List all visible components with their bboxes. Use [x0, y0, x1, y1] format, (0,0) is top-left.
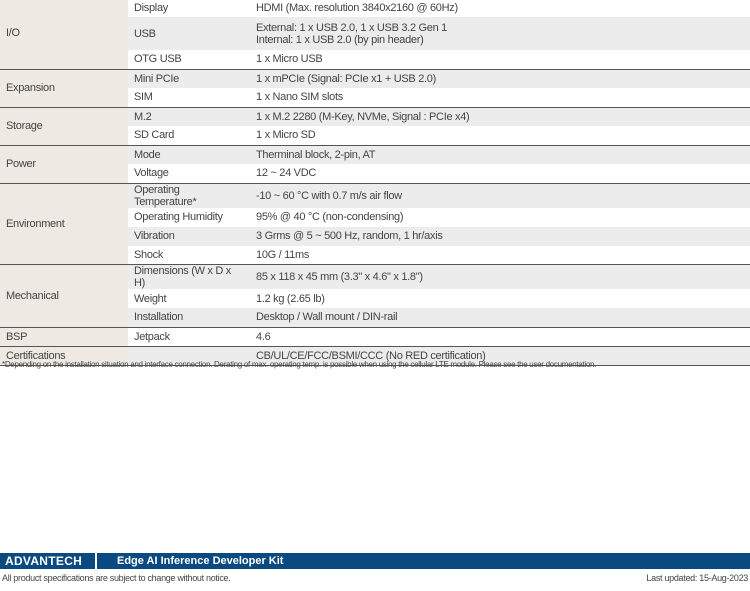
- spec-label: Dimensions (W x D x H): [128, 265, 250, 290]
- spec-value: 1.2 kg (2.65 lb): [256, 292, 325, 305]
- spec-value: -10 ~ 60 °C with 0.7 m/s air flow: [250, 183, 750, 208]
- spec-value: 4.6: [250, 327, 750, 346]
- spec-label: Mode: [128, 145, 250, 164]
- spec-value: 85 x 118 x 45 mm (3.3" x 4.6" x 1.8"): [250, 265, 750, 290]
- spec-value: 1 x Micro USB: [250, 50, 750, 69]
- spec-label: SD Card: [128, 126, 250, 145]
- table-row: [0, 183, 750, 208]
- spec-label: Shock: [128, 246, 250, 265]
- disclaimer: All product specifications are subject to change without notice.: [2, 573, 231, 583]
- spec-label: Operating Humidity: [134, 211, 223, 223]
- advantech-logo: ADVANTECH: [0, 553, 97, 569]
- spec-label: Jetpack: [128, 327, 250, 346]
- spec-label: M.2: [128, 107, 250, 126]
- spec-value: 3 Grms @ 5 ~ 500 Hz, random, 1 hr/axis: [250, 227, 750, 246]
- category-cell: Power: [0, 145, 128, 183]
- spec-value: Therminal block, 2-pin, AT: [250, 145, 750, 164]
- spec-value: 12 ~ 24 VDC: [250, 164, 750, 183]
- table-row: [0, 0, 750, 17]
- table-row: [0, 145, 750, 164]
- spec-value: 1 x mPCIe (Signal: PCIe x1 + USB 2.0): [250, 69, 750, 88]
- footnote: *Depending on the installation situation and interface connection. Derating of max. operating temp. is possible when using the cellular LTE module. Please see the user documentation.: [2, 360, 597, 369]
- product-name: Edge AI Inference Developer Kit: [117, 555, 284, 567]
- category-cell: I/O: [0, 0, 128, 69]
- category-cell: Storage: [0, 107, 128, 145]
- category-cell: BSP: [0, 327, 128, 346]
- spec-label: Operating Temperature*: [128, 183, 250, 208]
- table-row: [0, 327, 750, 346]
- spec-label: Installation: [128, 308, 250, 327]
- table-row: [0, 265, 750, 290]
- spec-value: Desktop / Wall mount / DIN-rail: [250, 308, 750, 327]
- spec-label: Mini PCIe: [128, 69, 250, 88]
- spec-value: 95% @ 40 °C (non-condensing): [256, 211, 404, 223]
- spec-label: Vibration: [128, 227, 250, 246]
- table-row: [0, 107, 750, 126]
- spec-value: External: 1 x USB 2.0, 1 x USB 3.2 Gen 1 Internal: 1 x USB 2.0 (by pin header): [250, 17, 750, 50]
- spec-label: Voltage: [128, 164, 250, 183]
- spec-value: HDMI (Max. resolution 3840x2160 @ 60Hz): [256, 1, 458, 14]
- spec-value: 1 x Micro SD: [250, 126, 750, 145]
- table-row: [0, 69, 750, 88]
- last-updated: Last updated: 15-Aug-2023: [646, 573, 748, 583]
- spec-label: OTG USB: [128, 50, 250, 69]
- category-cell: Certifications: [0, 346, 128, 365]
- footer-bar: [0, 553, 750, 569]
- spec-value: 1 x M.2 2280 (M-Key, NVMe, Signal : PCIe x4): [250, 107, 750, 126]
- spec-label: SIM: [128, 88, 250, 107]
- spec-value: 1 x Nano SIM slots: [250, 88, 750, 107]
- spec-label: Weight: [134, 292, 167, 305]
- category-cell: Mechanical: [0, 265, 128, 328]
- spec-value: 10G / 11ms: [250, 246, 750, 265]
- category-cell: Environment: [0, 183, 128, 265]
- spec-label: Display: [134, 1, 168, 14]
- spec-label: USB: [128, 17, 250, 50]
- spec-value: CB/UL/CE/FCC/BSMI/CCC (No RED certification): [250, 346, 750, 365]
- category-cell: Expansion: [0, 69, 128, 107]
